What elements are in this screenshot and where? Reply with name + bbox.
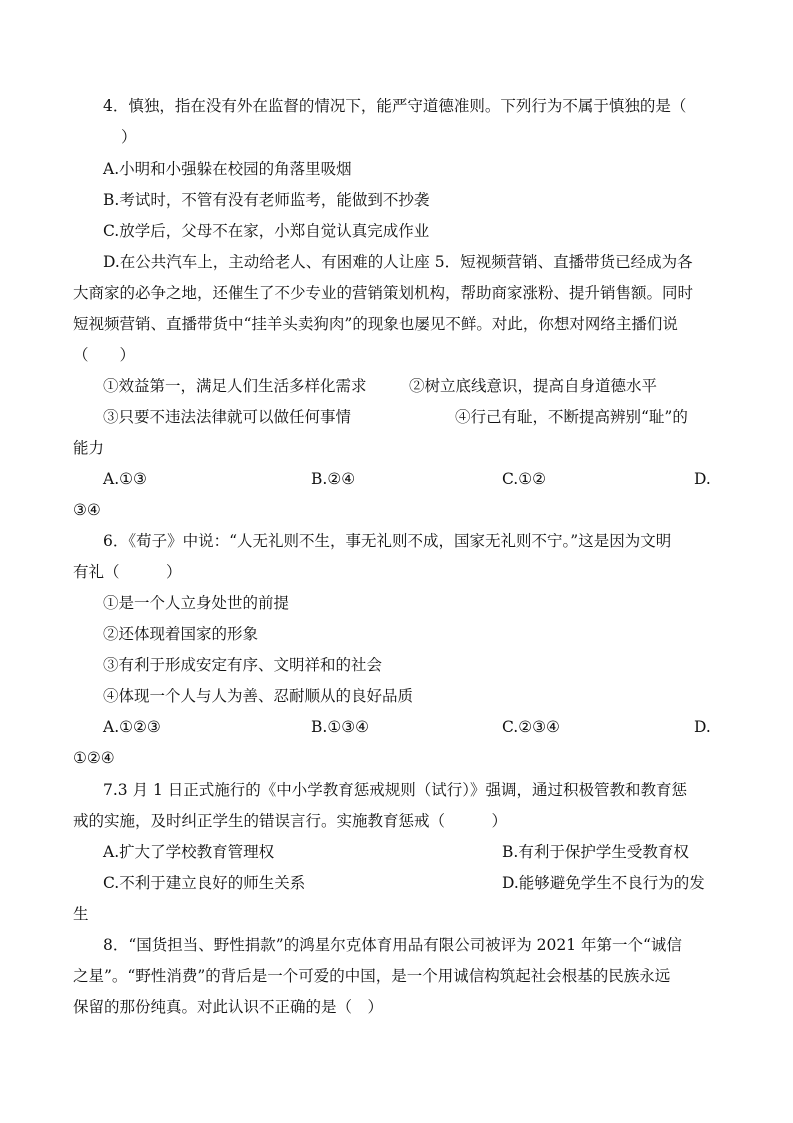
q6-option-d: D. (694, 718, 711, 736)
q6-option-a: A.①②③ (103, 718, 161, 736)
q6-item1: ①是一个人立身处世的前提 (103, 594, 290, 612)
q7-stem-line2: 戒的实施，及时纠正学生的错误言行。实施教育惩戒（ ） (73, 812, 508, 830)
q6-option-d-value: ①②④ (73, 749, 115, 767)
q4-option-b: B.考试时，不管有没有老师监考，能做到不抄袭 (103, 191, 430, 209)
q7-options-row1 (103, 841, 721, 863)
q5-option-a: A.①③ (103, 470, 147, 488)
q6-item2: ②还体现着国家的形象 (103, 625, 259, 643)
q5-option-c: C.①② (502, 470, 547, 488)
q6-option-b: B.①③④ (311, 718, 370, 736)
q6-item4: ④体现一个人与人为善、忍耐顺从的良好品质 (103, 687, 414, 705)
q5-option-d: D. (694, 470, 711, 488)
q4-option-c: C.放学后，父母不在家，小郑自觉认真完成作业 (103, 222, 430, 240)
q4-stem-line2: ） (121, 128, 137, 146)
q4-option-a: A.小明和小强躲在校园的角落里吸烟 (103, 160, 352, 178)
q7-options-row2 (103, 872, 721, 894)
q6-option-c: C.②③④ (502, 718, 560, 736)
q5-item4: ④行己有耻，不断提高辨别“耻”的 (455, 408, 688, 426)
q7-option-d-line2: 生 (73, 905, 89, 923)
q6-options (103, 716, 721, 738)
q5-option-b: B.②④ (311, 470, 356, 488)
q5-stem-line2: 大商家的必争之地，还催生了不少专业的营销策划机构，帮助商家涨粉、提升销售额。同时 (73, 284, 694, 302)
q5-item4-line2: 能力 (73, 439, 105, 457)
q7-option-a: A.扩大了学校教育管理权 (103, 843, 275, 861)
q5-item3: ③只要不违法法律就可以做任何事情 (103, 408, 352, 426)
q6-stem-line1: 6．《荀子》中说：“人无礼则不生，事无礼则不成，国家无礼则不宁。”这是因为文明 (103, 532, 672, 550)
q5-items-row2 (103, 406, 721, 428)
q4-stem-line1: 4．慎独，指在没有外在监督的情况下，能严守道德准则。下列行为不属于慎独的是（ (103, 97, 687, 115)
q5-item2: ②树立底线意识，提高自身道德水平 (409, 377, 658, 395)
q8-stem-line2: 之星”。“野性消费”的背后是一个可爱的中国，是一个用诚信构筑起社会根基的民族永远 (73, 967, 671, 985)
q5-stem-line3: 短视频营销、直播带货中“挂羊头卖狗肉”的现象也屡见不鲜。对此，你想对网络主播们说 (73, 315, 678, 333)
q7-option-c: C.不利于建立良好的师生关系 (103, 874, 306, 892)
q8-stem-line3: 保留的那份纯真。对此认识不正确的是（ ） (73, 998, 384, 1016)
q7-option-d: D.能够避免学生不良行为的发 (502, 874, 705, 892)
q5-stem-line4: （ ） (73, 346, 136, 364)
q5-options (103, 468, 721, 490)
q5-item1: ①效益第一，满足人们生活多样化需求 (103, 377, 367, 395)
q6-item3: ③有利于形成安定有序、文明祥和的社会 (103, 656, 383, 674)
q7-option-b: B.有利于保护学生受教育权 (502, 843, 689, 861)
q4-option-d: D.在公共汽车上，主动给老人、有困难的人让座 5．短视频营销、直播带货已经成为各 (103, 253, 693, 271)
q6-stem-line2: 有礼（ ） (73, 563, 182, 581)
q7-stem-line1: 7.3 月 1 日正式施行的《中小学教育惩戒规则（试行）》强调，通过积极管教和教育惩 (103, 781, 688, 799)
q5-option-d-value: ③④ (73, 501, 101, 519)
q5-items-row1 (103, 375, 721, 397)
q8-stem-line1: 8．“国货担当、野性捐款”的鸿星尔克体育用品有限公司被评为 2021 年第一个“诚信 (103, 936, 682, 954)
